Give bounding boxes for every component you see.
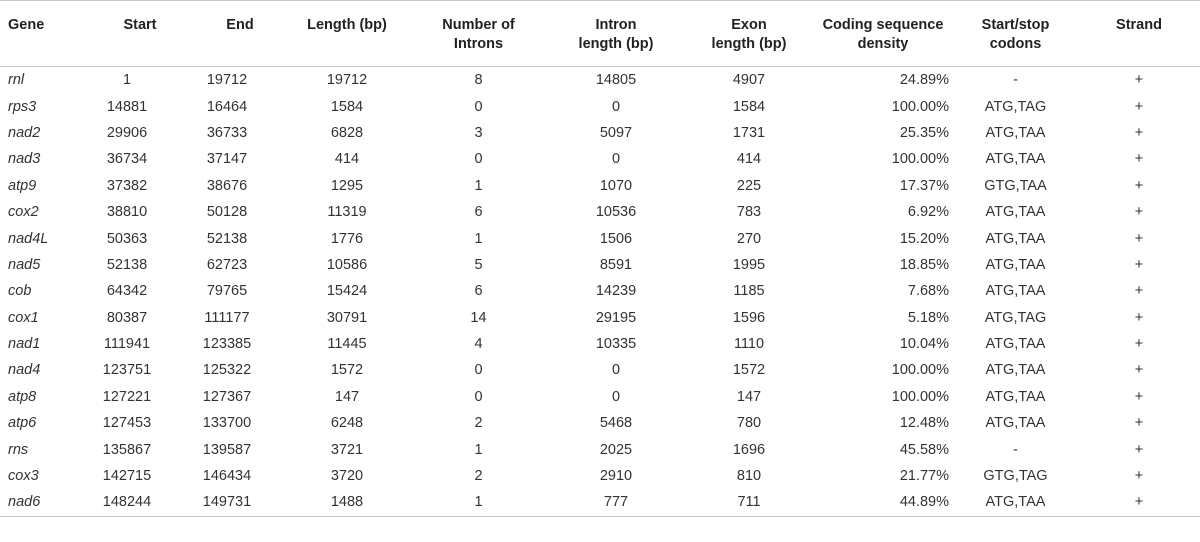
table-row (0, 463, 1200, 489)
cell-density: 100.00% (891, 388, 949, 405)
cell-codons: ATG,TAA (985, 204, 1046, 221)
cell-start: 111941 (103, 336, 151, 353)
cell-strand: + (1134, 72, 1144, 89)
cell-start: 127453 (102, 415, 152, 432)
cell-gene: atp6 (8, 415, 37, 432)
cell-codons: ATG,TAA (985, 230, 1046, 247)
cell-intron-length: 8591 (599, 256, 633, 273)
cell-length: 1488 (284, 489, 410, 516)
cell-introns: 0 (474, 151, 483, 168)
header-intron-length-line1: Intron (595, 17, 637, 33)
cell-start: 14881 (106, 98, 148, 115)
cell-gene: atp8 (8, 388, 37, 405)
cell-length: 6248 (330, 415, 364, 432)
cell-exon-length: 1572 (732, 362, 766, 379)
cell-gene: nad1 (8, 336, 41, 353)
table-header (0, 8, 1200, 67)
cell-start: 36734 (106, 151, 148, 168)
cell-strand: + (1078, 489, 1200, 516)
cell-length: 30791 (326, 309, 368, 326)
table-row (0, 225, 1200, 251)
cell-codons: - (1013, 72, 1018, 89)
cell-end: 16464 (206, 98, 248, 115)
cell-intron-length: 14239 (595, 283, 637, 300)
table-row (0, 173, 1200, 199)
cell-start: 148244 (84, 489, 170, 516)
cell-strand: + (1134, 151, 1144, 168)
cell-strand: + (1134, 230, 1144, 247)
cell-exon-length: 4907 (732, 72, 766, 89)
table-row (0, 384, 1200, 410)
table-row (0, 305, 1200, 331)
header-start (84, 8, 170, 67)
cell-end: 123385 (202, 336, 252, 353)
cell-length: 1776 (330, 230, 364, 247)
top-rule (0, 0, 1200, 1)
cell-intron-length: 5097 (599, 124, 633, 141)
cell-exon-length: 147 (736, 388, 762, 405)
cell-strand: + (1134, 388, 1144, 405)
cell-density: 25.35% (899, 124, 949, 141)
cell-gene: nad6 (0, 489, 84, 516)
cell-start: 64342 (106, 283, 148, 300)
cell-intron-length: 0 (611, 151, 621, 168)
cell-introns: 2 (474, 415, 483, 432)
header-density (813, 8, 953, 67)
cell-introns: 14 (470, 309, 487, 326)
header-length-label: Length (bp) (307, 17, 387, 33)
cell-intron-length: 10335 (595, 336, 637, 353)
cell-codons: ATG,TAA (985, 283, 1046, 300)
cell-codons: GTG,TAA (984, 177, 1047, 194)
cell-exon-length: 1185 (733, 283, 765, 300)
table-row (0, 436, 1200, 462)
cell-gene: rnl (8, 72, 25, 89)
table-row (0, 120, 1200, 146)
header-strand (1078, 8, 1200, 67)
cell-length: 3720 (330, 468, 364, 485)
cell-exon-length: 1696 (732, 441, 766, 458)
cell-exon-length: 1596 (732, 309, 766, 326)
cell-introns: 2 (474, 468, 483, 485)
header-intron-length-line2: length (bp) (578, 36, 654, 52)
cell-intron-length: 0 (611, 362, 621, 379)
cell-gene: nad2 (8, 124, 41, 141)
header-codons-line1: Start/stop (981, 17, 1050, 33)
cell-strand: + (1134, 415, 1144, 432)
cell-start: 142715 (102, 468, 152, 485)
cell-length: 10586 (326, 256, 368, 273)
cell-end: 37147 (206, 151, 248, 168)
header-strand-label: Strand (1116, 17, 1162, 33)
table-row (0, 331, 1200, 357)
cell-exon-length: 810 (736, 468, 762, 485)
cell-strand: + (1134, 204, 1144, 221)
cell-introns: 3 (474, 124, 483, 141)
cell-intron-length: 2025 (599, 441, 633, 458)
cell-gene: nad3 (8, 151, 41, 168)
cell-end: 62723 (206, 256, 248, 273)
cell-intron-length: 2910 (599, 468, 633, 485)
table-row (0, 410, 1200, 436)
cell-codons: ATG,TAG (984, 98, 1047, 115)
header-introns-line1: Number of (442, 17, 515, 33)
table-row (0, 278, 1200, 304)
cell-end: 111177 (204, 309, 250, 326)
cell-density: 100.00% (891, 98, 949, 115)
cell-gene: cob (8, 283, 32, 300)
cell-codons: ATG,TAA (985, 415, 1046, 432)
cell-start: 123751 (102, 362, 152, 379)
cell-introns: 0 (474, 388, 483, 405)
cell-exon-length: 414 (736, 151, 762, 168)
cell-start: 1 (122, 72, 132, 89)
table-row (0, 146, 1200, 172)
table-row (0, 93, 1200, 119)
cell-codons: GTG,TAG (983, 468, 1048, 485)
cell-length: 414 (334, 151, 360, 168)
cell-end: 36733 (206, 124, 248, 141)
cell-intron-length: 5468 (599, 415, 633, 432)
cell-introns: 1 (474, 230, 483, 247)
cell-density: 21.77% (899, 468, 949, 485)
cell-strand: + (1134, 177, 1144, 194)
table-row (0, 489, 1200, 516)
cell-exon-length: 780 (736, 415, 762, 432)
cell-end: 79765 (206, 283, 248, 300)
cell-density: 45.58% (899, 441, 949, 458)
cell-strand: + (1134, 283, 1144, 300)
cell-codons: ATG,TAA (985, 362, 1046, 379)
cell-codons: - (1013, 441, 1018, 458)
cell-intron-length: 1506 (599, 230, 633, 247)
cell-strand: + (1134, 468, 1144, 485)
cell-start: 29906 (106, 124, 148, 141)
cell-density: 10.04% (899, 336, 949, 353)
cell-end: 127367 (202, 388, 252, 405)
cell-intron-length: 0 (611, 98, 621, 115)
cell-introns: 0 (474, 98, 483, 115)
cell-start: 127221 (102, 388, 152, 405)
cell-gene: cox2 (8, 204, 39, 221)
table-row (0, 199, 1200, 225)
header-exon-length-line1: Exon (731, 17, 767, 33)
cell-start: 80387 (106, 309, 148, 326)
table-row (0, 252, 1200, 278)
header-introns (410, 8, 547, 67)
cell-length: 15424 (326, 283, 368, 300)
cell-intron-length: 14805 (595, 72, 637, 89)
cell-strand: + (1134, 256, 1144, 273)
cell-strand: + (1134, 98, 1144, 115)
cell-introns: 1 (410, 489, 547, 516)
cell-introns: 8 (474, 72, 483, 89)
cell-intron-length: 777 (547, 489, 685, 516)
cell-density: 12.48% (899, 415, 949, 432)
cell-codons: ATG,TAA (985, 388, 1046, 405)
cell-end: 139587 (202, 441, 252, 458)
cell-codons: ATG,TAA (985, 336, 1046, 353)
cell-codons: ATG,TAA (985, 124, 1046, 141)
cell-codons: ATG,TAA (985, 151, 1046, 168)
cell-end: 50128 (206, 204, 248, 221)
header-row (0, 8, 1200, 67)
cell-introns: 0 (474, 362, 483, 379)
cell-density: 44.89% (813, 489, 953, 516)
cell-introns: 1 (474, 441, 483, 458)
cell-intron-length: 29195 (595, 309, 637, 326)
cell-strand: + (1134, 124, 1144, 141)
cell-introns: 1 (474, 177, 483, 194)
cell-end: 146434 (202, 468, 252, 485)
cell-exon-length: 1995 (732, 256, 766, 273)
cell-codons: ATG,TAG (984, 309, 1047, 326)
cell-strand: + (1134, 362, 1144, 379)
cell-length: 11319 (327, 204, 367, 221)
cell-length: 3721 (330, 441, 364, 458)
cell-codons: ATG,TAA (953, 489, 1078, 516)
cell-density: 24.89% (899, 72, 949, 89)
cell-start: 50363 (106, 230, 148, 247)
cell-gene: rps3 (8, 98, 37, 115)
cell-density: 7.68% (907, 283, 949, 300)
cell-length: 6828 (330, 124, 364, 141)
header-codons-line2: codons (989, 36, 1042, 52)
cell-gene: nad4L (8, 230, 49, 247)
header-density-line2: density (857, 36, 909, 52)
cell-end: 149731 (170, 489, 284, 516)
cell-intron-length: 0 (611, 388, 621, 405)
table-row (0, 357, 1200, 383)
cell-start: 135867 (102, 441, 152, 458)
header-gene-label: Gene (8, 17, 45, 33)
cell-length: 19712 (326, 72, 368, 89)
cell-intron-length: 1070 (599, 177, 633, 194)
cell-intron-length: 10536 (595, 204, 637, 221)
header-start-label: Start (123, 17, 157, 33)
cell-exon-length: 1731 (732, 124, 766, 141)
cell-end: 38676 (206, 177, 248, 194)
cell-length: 147 (334, 388, 360, 405)
cell-introns: 6 (474, 204, 483, 221)
cell-introns: 4 (474, 336, 483, 353)
cell-exon-length: 783 (736, 204, 762, 221)
header-end (170, 8, 284, 67)
gene-table (0, 8, 1200, 517)
cell-density: 100.00% (891, 362, 949, 379)
cell-gene: nad5 (8, 256, 41, 273)
cell-density: 18.85% (899, 256, 949, 273)
header-end-label: End (226, 17, 254, 33)
cell-introns: 5 (474, 256, 483, 273)
cell-gene: cox3 (8, 468, 39, 485)
cell-strand: + (1134, 309, 1144, 326)
header-codons (953, 8, 1078, 67)
cell-exon-length: 270 (736, 230, 762, 247)
cell-density: 15.20% (899, 230, 949, 247)
cell-exon-length: 1584 (732, 98, 766, 115)
cell-strand: + (1134, 336, 1144, 353)
cell-exon-length: 1110 (733, 336, 765, 353)
header-exon-length (685, 8, 813, 67)
table-body (0, 67, 1200, 517)
cell-density: 6.92% (907, 204, 949, 221)
cell-length: 11445 (327, 336, 367, 353)
cell-exon-length: 225 (736, 177, 762, 194)
table-row (0, 67, 1200, 94)
cell-introns: 6 (474, 283, 483, 300)
cell-density: 5.18% (907, 309, 949, 326)
header-gene (0, 8, 84, 67)
cell-start: 37382 (106, 177, 148, 194)
cell-density: 17.37% (899, 177, 949, 194)
header-density-line1: Coding sequence (822, 17, 944, 33)
cell-gene: rns (8, 441, 29, 458)
cell-gene: cox1 (8, 309, 39, 326)
cell-end: 19712 (206, 72, 248, 89)
cell-length: 1295 (330, 177, 364, 194)
header-exon-length-line2: length (bp) (711, 36, 787, 52)
cell-gene: atp9 (8, 177, 37, 194)
cell-length: 1572 (330, 362, 364, 379)
cell-density: 100.00% (891, 151, 949, 168)
cell-exon-length: 711 (685, 489, 813, 516)
header-introns-line2: Introns (453, 36, 504, 52)
cell-codons: ATG,TAA (985, 256, 1046, 273)
cell-start: 52138 (106, 256, 148, 273)
header-length (284, 8, 410, 67)
cell-length: 1584 (330, 98, 364, 115)
cell-start: 38810 (106, 204, 148, 221)
cell-end: 52138 (206, 230, 248, 247)
cell-strand: + (1134, 441, 1144, 458)
cell-end: 125322 (202, 362, 252, 379)
header-intron-length (547, 8, 685, 67)
cell-end: 133700 (202, 415, 252, 432)
cell-gene: nad4 (8, 362, 41, 379)
